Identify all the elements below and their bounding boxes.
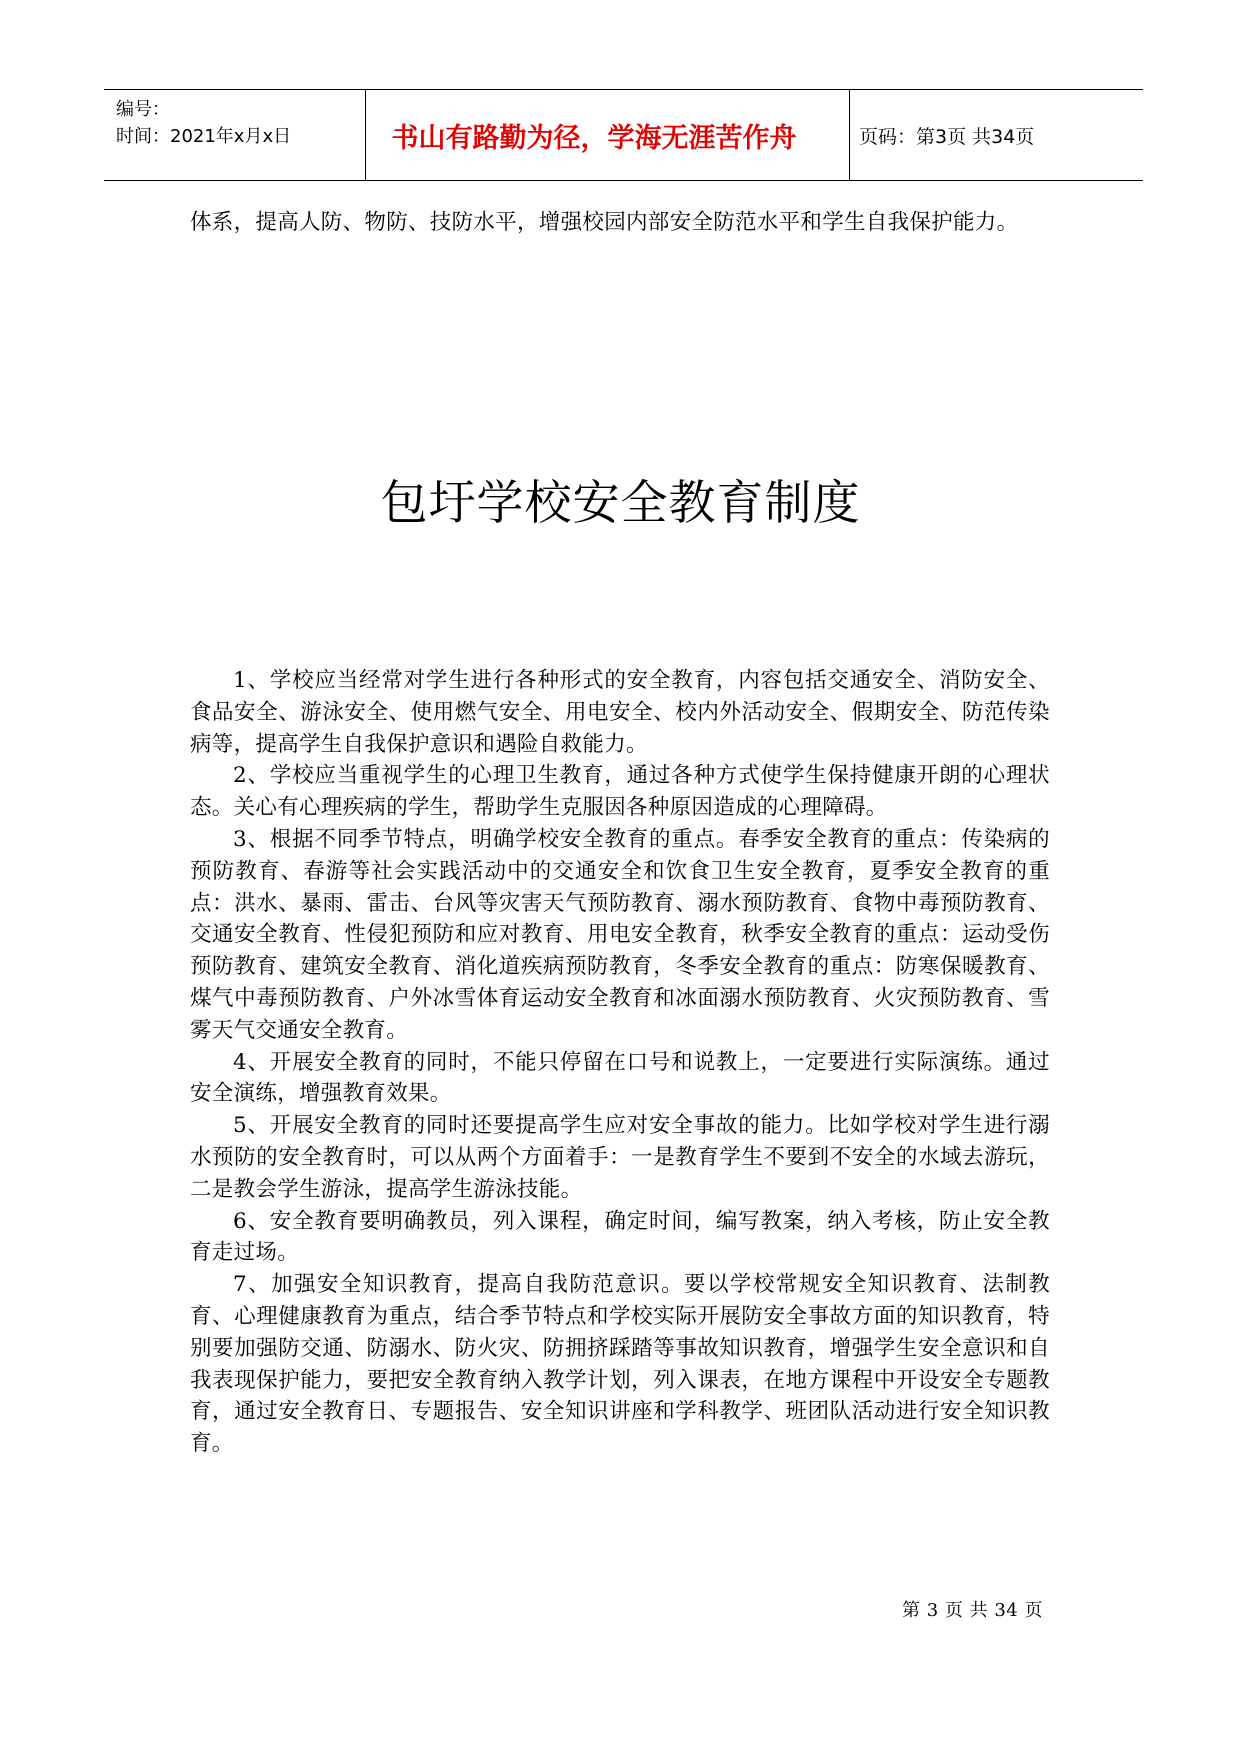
rule-item-6: 6、安全教育要明确教员，列入课程，确定时间，编写教案，纳入考核，防止安全教育走过场。 <box>190 1208 1050 1266</box>
page-footer: 第 3 页 共 34 页 <box>902 1600 1043 1621</box>
rule-item-2: 2、学校应当重视学生的心理卫生教育，通过各种方式使学生保持健康开朗的心理状态。关心有心理疾病的学生，帮助学生克服因各种原因造成的心理障碍。 <box>190 763 1050 821</box>
rule-item-5: 5、开展安全教育的同时还要提高学生应对安全事故的能力。比如学校对学生进行溺水预防的安全教育时，可以从两个方面着手：一是教育学生不要到不安全的水域去游玩，二是教会学生游泳，提高学生游泳技能。 <box>190 1113 1050 1202</box>
rule-item-1: 1、学校应当经常对学生进行各种形式的安全教育，内容包括交通安全、消防安全、食品安全、游泳安全、使用燃气安全、用电安全、校内外活动安全、假期安全、防范传染病等，提高学生自我保护意识和遇险自救能力。 <box>190 668 1050 757</box>
rule-item-7: 7、加强安全知识教育，提高自我防范意识。要以学校常规安全知识教育、法制教育、心理健康教育为重点，结合季节特点和学校实际开展防安全事故方面的知识教育，特别要加强防交通、防溺水、防火灾、防拥挤踩踏等事故知识教育，增强学生安全意识和自我表现保护能力，要把安全教育纳入教学计划，列入课表，在地方课程中开设安全专题教育，通过安全教育日、专题报告、安全知识讲座和学科教学、班团队活动进行安全知识教育。 <box>190 1272 1050 1457</box>
document-number-label: 编号： <box>116 99 170 120</box>
document-title: 包圩学校安全教育制度 <box>380 476 861 531</box>
header-page-number: 页码：第3页 共34页 <box>859 125 1035 148</box>
header-divider-right <box>849 90 850 180</box>
header-divider-left <box>365 90 366 180</box>
header-meta <box>116 96 291 150</box>
continued-paragraph: 体系，提高人防、物防、技防水平，增强校园内部安全防范水平和学生自我保护能力。 <box>190 210 1019 235</box>
header-motto: 书山有路勤为径，学海无涯苦作舟 <box>391 122 797 154</box>
rule-item-4: 4、开展安全教育的同时，不能只停留在口号和说教上，一定要进行实际演练。通过安全演练，增强教育效果。 <box>190 1049 1050 1107</box>
page-header <box>104 89 1143 181</box>
rule-item-3: 3、根据不同季节特点，明确学校安全教育的重点。春季安全教育的重点：传染病的预防教育、春游等社会实践活动中的交通安全和饮食卫生安全教育，夏季安全教育的重点：洪水、暴雨、雷击、台风等灾害天气预防教育、溺水预防教育、食物中毒预防教育、交通安全教育、性侵犯预防和应对教育、用电安全教育，秋季安全教育的重点：运动受伤预防教育、建筑安全教育、消化道疾病预防教育，冬季安全教育的重点：防寒保暖教育、煤气中毒预防教育、户外冰雪体育运动安全教育和冰面溺水预防教育、火灾预防教育、雪雾天气交通安全教育。 <box>190 826 1050 1043</box>
document-date-label: 时间：2021年x月x日 <box>116 126 292 147</box>
rule-list <box>190 665 1050 1460</box>
